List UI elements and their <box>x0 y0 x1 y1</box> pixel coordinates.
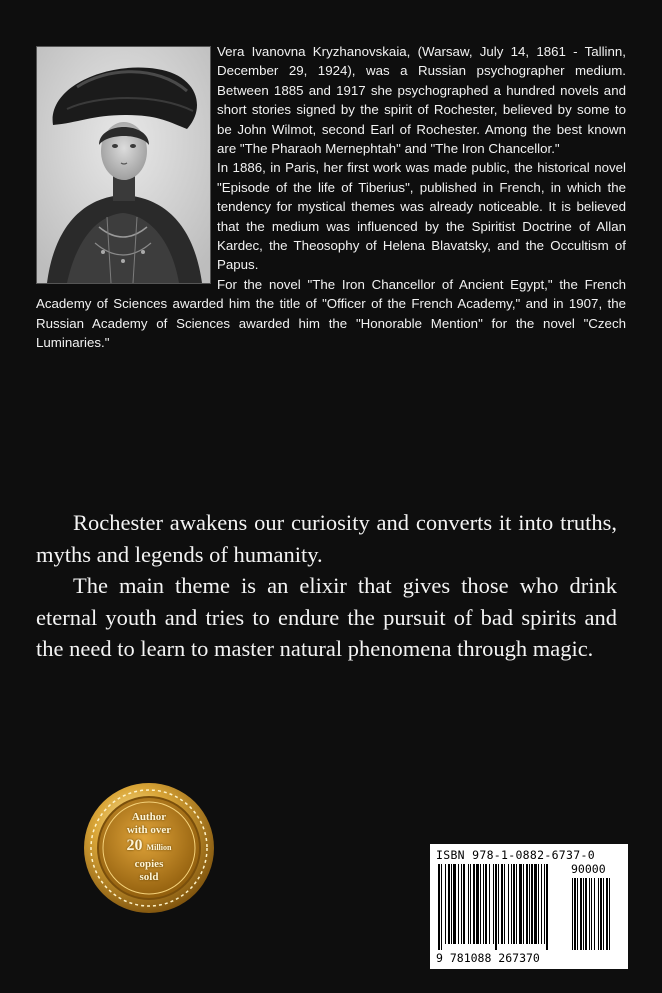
seal-number-row <box>82 837 216 855</box>
ean-digits: 9 781088 267370 <box>436 951 540 965</box>
bestseller-seal <box>82 781 216 915</box>
blurb-paragraph-2: The main theme is an elixir that gives those who drink eternal youth and tries to endure the pursuit of bad spirits and the need to learn to master natural phenomena through magic. <box>36 573 617 661</box>
barcode-bars <box>436 864 622 952</box>
isbn-label: ISBN 978-1-0882-6737-0 <box>436 848 595 862</box>
seal-number: 20 <box>126 837 143 854</box>
barcode-addon-number: 90000 <box>571 862 606 876</box>
author-biography <box>36 42 626 353</box>
seal-line-author: Author <box>131 811 167 823</box>
bio-paragraph-2: In 1886, in Paris, her first work was made public, the historical novel "Episode of the life of Tiberius", published in French, in which the tendency for mystical themes was already noticeable. It is believed that the medium was influenced by the Spiritist Doctrine of Allan Kardec, the Theosophy of Helena Blavatsky, and the Occultism of Papus. <box>217 160 626 273</box>
seal-unit: Million <box>146 843 172 852</box>
isbn-barcode <box>430 844 628 969</box>
seal-line-with-over: with over <box>126 824 172 836</box>
bio-paragraph-1: Vera Ivanovna Kryzhanovskaia, (Warsaw, July 14, 1861 - Tallinn, December 29, 1924), was a Russian psychographer medium. Between 1885 and 1917 she psychographed a hundred novels and short stories signed by the spirit of Rochester, believed by some to be John Wilmot, second Earl of Rochester. Among the best known are "The Pharaoh Mernephtah" and "The Iron Chancellor." <box>217 44 626 157</box>
seal-line-copies: copies <box>134 858 164 870</box>
blurb-paragraph-1: Rochester awakens our curiosity and converts it into truths, myths and legends of humanity. <box>36 510 617 567</box>
book-blurb <box>36 507 617 665</box>
seal-line-sold: sold <box>139 871 159 883</box>
bio-paragraph-3: For the novel "The Iron Chancellor of Ancient Egypt," the French Academy of Sciences awarded him the title of "Officer of the French Academy," and in 1907, the Russian Academy of Sciences awarded him the "Honorable Mention" for the novel "Czech Luminaries." <box>36 276 626 351</box>
